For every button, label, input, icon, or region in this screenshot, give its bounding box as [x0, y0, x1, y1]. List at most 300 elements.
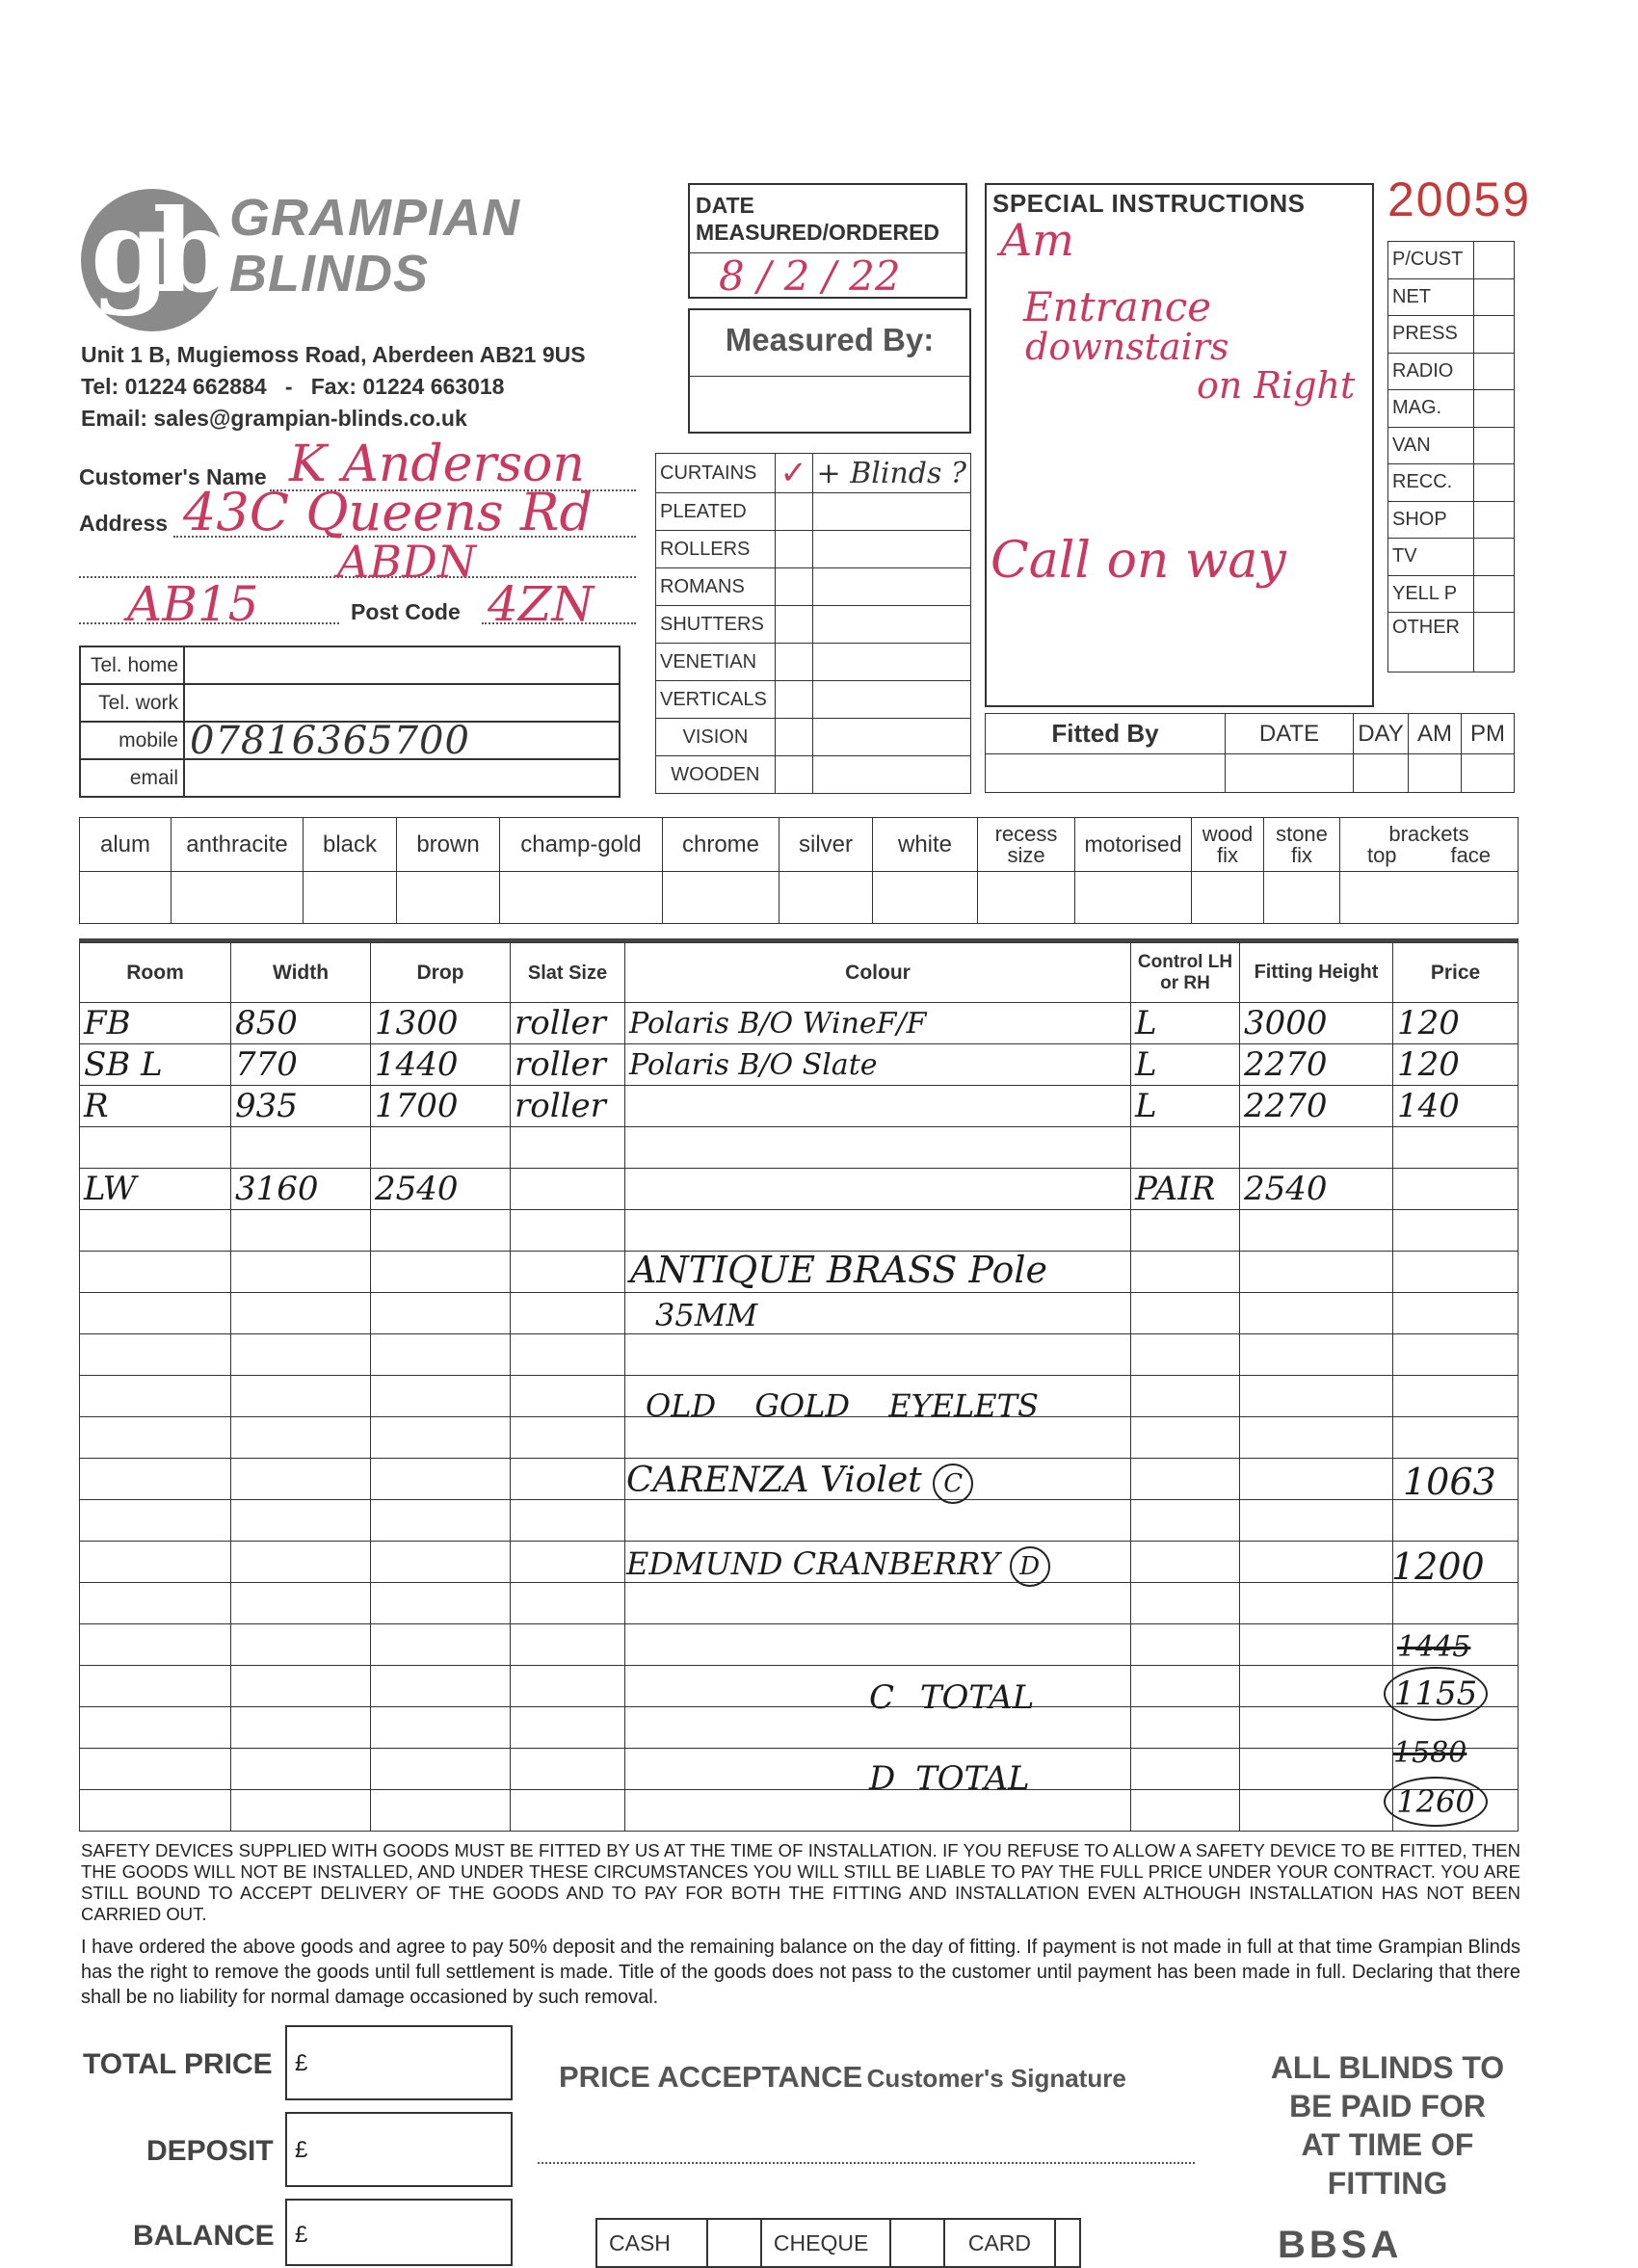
- finish-cell[interactable]: [663, 872, 779, 924]
- brackets-top-label: top: [1366, 842, 1397, 867]
- fitted-day-label: DAY: [1354, 714, 1409, 754]
- brackets-label: brackets: [1388, 821, 1469, 846]
- order-cell-drop[interactable]: [371, 1376, 511, 1417]
- note-edmund-text: EDMUND CRANBERRY: [626, 1545, 1000, 1582]
- order-cell-control[interactable]: [1131, 1749, 1240, 1790]
- order-cell-control[interactable]: [1131, 1459, 1240, 1500]
- order-cell-drop[interactable]: 1440: [371, 1044, 511, 1086]
- product-mark[interactable]: [775, 568, 812, 606]
- order-cell-control[interactable]: [1131, 1542, 1240, 1583]
- order-cell-drop[interactable]: [371, 1293, 511, 1334]
- instruction-line-3[interactable]: downstairs: [1025, 326, 1229, 368]
- source-label: MAG.: [1388, 390, 1474, 428]
- source-label: P/CUST: [1388, 242, 1474, 279]
- order-cell-width[interactable]: 935: [231, 1086, 371, 1127]
- order-row: [80, 1086, 1519, 1127]
- order-cell-control[interactable]: [1131, 1293, 1240, 1334]
- motorised-label: motorised: [1075, 818, 1192, 872]
- source-check[interactable]: [1474, 278, 1515, 316]
- source-check[interactable]: [1474, 316, 1515, 354]
- order-cell-control[interactable]: [1131, 1376, 1240, 1417]
- order-cell-width[interactable]: [231, 1500, 371, 1542]
- finish-cell[interactable]: [80, 872, 172, 924]
- company-phone-separator: -: [273, 374, 305, 399]
- note-eyelets: OLD GOLD EYELETS: [646, 1387, 1039, 1424]
- order-cell-room[interactable]: [80, 1459, 231, 1500]
- order-cell-slat[interactable]: [511, 1252, 625, 1293]
- product-row: [656, 756, 971, 794]
- order-cell-colour[interactable]: [625, 1583, 1131, 1624]
- contact-row: [80, 759, 620, 797]
- order-cell-slat[interactable]: [511, 1707, 625, 1749]
- order-row: [80, 1044, 1519, 1086]
- finish-cell[interactable]: [873, 872, 978, 924]
- order-cell-height[interactable]: [1240, 1707, 1393, 1749]
- order-cell-slat[interactable]: [511, 1334, 625, 1376]
- total-price-field[interactable]: [285, 2025, 513, 2100]
- product-note[interactable]: [812, 719, 970, 756]
- order-cell-control[interactable]: L: [1131, 1003, 1240, 1044]
- finish-label: brown: [397, 818, 500, 872]
- contact-label: email: [80, 759, 184, 797]
- order-row: [80, 1003, 1519, 1044]
- order-cell-colour[interactable]: Polaris B/O Slate: [625, 1044, 1131, 1086]
- notice-line-1: ALL BLINDS TO: [1270, 2050, 1505, 2085]
- order-cell-control[interactable]: [1131, 1252, 1240, 1293]
- order-cell-room[interactable]: LW: [80, 1169, 231, 1210]
- finish-cell[interactable]: [1340, 872, 1519, 924]
- product-row: [656, 493, 971, 531]
- address-line-2-value[interactable]: ABDN: [337, 536, 477, 588]
- order-cell-colour[interactable]: [625, 1210, 1131, 1252]
- order-cell-room[interactable]: [80, 1376, 231, 1417]
- address-line-1-value[interactable]: 43C Queens Rd: [183, 482, 594, 542]
- instruction-line-5[interactable]: Call on way: [991, 532, 1286, 590]
- product-mark[interactable]: [775, 756, 812, 794]
- fitted-pm-value[interactable]: [1462, 754, 1515, 793]
- source-label: PRESS: [1388, 316, 1474, 354]
- order-cell-width[interactable]: [231, 1334, 371, 1376]
- note-c-struck: 1445: [1397, 1630, 1471, 1664]
- product-label: VERTICALS: [656, 681, 776, 719]
- order-row: [80, 1583, 1519, 1624]
- order-cell-drop[interactable]: 2540: [371, 1169, 511, 1210]
- special-instructions-title: SPECIAL INSTRUCTIONS: [992, 189, 1306, 218]
- order-cell-height[interactable]: [1240, 1127, 1393, 1169]
- order-cell-room[interactable]: [80, 1707, 231, 1749]
- order-cell-width[interactable]: [231, 1417, 371, 1459]
- payment-cash-check[interactable]: [707, 2219, 761, 2267]
- finish-cell[interactable]: [397, 872, 500, 924]
- order-cell-colour[interactable]: [625, 1334, 1131, 1376]
- payment-notice: [1243, 2048, 1532, 2202]
- product-note[interactable]: [812, 493, 970, 531]
- instruction-line-4[interactable]: on Right: [1197, 364, 1356, 407]
- finish-cell[interactable]: [779, 872, 873, 924]
- source-row: [1388, 539, 1515, 576]
- contact-row: [80, 722, 620, 759]
- source-check[interactable]: [1474, 427, 1515, 464]
- customer-name[interactable]: K Anderson: [289, 435, 585, 493]
- order-cell-width[interactable]: [231, 1624, 371, 1666]
- finish-cell[interactable]: [500, 872, 663, 924]
- deposit-field[interactable]: [285, 2112, 513, 2187]
- product-mark[interactable]: [775, 493, 812, 531]
- order-cell-drop[interactable]: [371, 1707, 511, 1749]
- col-colour: Colour: [625, 943, 1131, 1003]
- special-instructions-box: [985, 183, 1374, 707]
- order-cell-room[interactable]: [80, 1417, 231, 1459]
- finish-cell[interactable]: [1075, 872, 1192, 924]
- order-cell-slat[interactable]: [511, 1169, 625, 1210]
- currency-symbol: £: [295, 2137, 308, 2163]
- order-cell-width[interactable]: 770: [231, 1044, 371, 1086]
- order-cell-slat[interactable]: [511, 1790, 625, 1832]
- order-cell-width[interactable]: [231, 1790, 371, 1832]
- source-check[interactable]: [1474, 353, 1515, 390]
- order-cell-room[interactable]: [80, 1500, 231, 1542]
- order-row: [80, 1790, 1519, 1832]
- finish-cell[interactable]: [172, 872, 304, 924]
- order-cell-slat[interactable]: [511, 1583, 625, 1624]
- order-cell-width[interactable]: [231, 1376, 371, 1417]
- order-cell-slat[interactable]: [511, 1624, 625, 1666]
- measured-by-divider: [690, 376, 969, 377]
- order-cell-control[interactable]: [1131, 1500, 1240, 1542]
- order-cell-slat[interactable]: [511, 1749, 625, 1790]
- postcode-suffix[interactable]: 4ZN: [488, 576, 594, 632]
- note-edmund-price: 1200: [1391, 1545, 1485, 1588]
- order-cell-drop[interactable]: [371, 1666, 511, 1707]
- order-cell-height[interactable]: [1240, 1334, 1393, 1376]
- order-cell-room[interactable]: [80, 1210, 231, 1252]
- order-cell-width[interactable]: [231, 1293, 371, 1334]
- order-cell-slat[interactable]: [511, 1376, 625, 1417]
- note-pole-1: ANTIQUE BRASS Pole: [630, 1249, 1048, 1291]
- order-cell-height[interactable]: [1240, 1790, 1393, 1832]
- order-cell-room[interactable]: [80, 1624, 231, 1666]
- order-cell-room[interactable]: [80, 1666, 231, 1707]
- finish-cell[interactable]: [1192, 872, 1264, 924]
- order-cell-slat[interactable]: [511, 1417, 625, 1459]
- instruction-line-1[interactable]: Am: [1000, 214, 1074, 266]
- order-cell-width[interactable]: [231, 1583, 371, 1624]
- col-price: Price: [1393, 943, 1519, 1003]
- brackets-cell: [1340, 818, 1519, 872]
- order-row: [80, 1169, 1519, 1210]
- source-row: [1388, 278, 1515, 316]
- order-cell-price[interactable]: [1393, 1127, 1519, 1169]
- order-cell-price[interactable]: [1393, 1293, 1519, 1334]
- order-row: [80, 1500, 1519, 1542]
- source-check[interactable]: [1474, 390, 1515, 428]
- date-box: [688, 183, 967, 299]
- source-row: [1388, 242, 1515, 279]
- order-cell-slat[interactable]: [511, 1459, 625, 1500]
- order-cell-drop[interactable]: [371, 1334, 511, 1376]
- order-cell-height[interactable]: [1240, 1500, 1393, 1542]
- order-cell-width[interactable]: [231, 1666, 371, 1707]
- fitted-day-value[interactable]: [1354, 754, 1409, 793]
- order-cell-width[interactable]: 850: [231, 1003, 371, 1044]
- order-cell-height[interactable]: [1240, 1749, 1393, 1790]
- order-cell-slat[interactable]: [511, 1542, 625, 1583]
- fitted-pm-label: PM: [1462, 714, 1515, 754]
- contact-label: mobile: [80, 722, 184, 759]
- order-row: [80, 1334, 1519, 1376]
- order-cell-drop[interactable]: [371, 1542, 511, 1583]
- order-cell-control[interactable]: [1131, 1417, 1240, 1459]
- legal-payment-text: I have ordered the above goods and agree to pay 50% deposit and the remaining balance on the day of fitting. If payment is not made in full at that time Grampian Blinds has the right to remove the goods until full settlement is made. Title of the goods does not pass to the customer until payment has been made in full. Declaring that there shall be no liability for normal damage occasioned by such removal.: [81, 1937, 1520, 2008]
- finish-label: chrome: [663, 818, 779, 872]
- order-cell-price[interactable]: [1393, 1169, 1519, 1210]
- fitted-by-value[interactable]: [986, 754, 1226, 793]
- deposit-label: DEPOSIT: [146, 2135, 274, 2167]
- order-row: [80, 1127, 1519, 1169]
- order-cell-price[interactable]: [1393, 1334, 1519, 1376]
- order-cell-price[interactable]: 120: [1393, 1044, 1519, 1086]
- order-cell-drop[interactable]: [371, 1210, 511, 1252]
- product-note[interactable]: [812, 644, 970, 681]
- order-cell-height[interactable]: [1240, 1376, 1393, 1417]
- order-cell-height[interactable]: 2540: [1240, 1169, 1393, 1210]
- postcode-prefix[interactable]: AB15: [127, 576, 259, 632]
- order-cell-height[interactable]: [1240, 1624, 1393, 1666]
- product-row: [656, 568, 971, 606]
- order-cell-slat[interactable]: roller: [511, 1086, 625, 1127]
- note-c-total-value: 1155: [1384, 1667, 1488, 1721]
- source-check[interactable]: [1474, 501, 1515, 539]
- source-row: [1388, 316, 1515, 354]
- date-label-1: DATE: [696, 193, 754, 218]
- order-cell-height[interactable]: [1240, 1417, 1393, 1459]
- brackets-sub: [1340, 842, 1518, 867]
- order-cell-control[interactable]: [1131, 1127, 1240, 1169]
- order-cell-colour[interactable]: [625, 1624, 1131, 1666]
- balance-field[interactable]: [285, 2199, 513, 2266]
- order-cell-width[interactable]: [231, 1542, 371, 1583]
- order-cell-height[interactable]: 2270: [1240, 1086, 1393, 1127]
- order-cell-control[interactable]: PAIR: [1131, 1169, 1240, 1210]
- order-cell-control[interactable]: [1131, 1210, 1240, 1252]
- order-cell-room[interactable]: R: [80, 1086, 231, 1127]
- order-cell-control[interactable]: L: [1131, 1086, 1240, 1127]
- finish-cell[interactable]: [978, 872, 1075, 924]
- order-cell-colour[interactable]: [625, 1086, 1131, 1127]
- legal-safety-text: SAFETY DEVICES SUPPLIED WITH GOODS MUST BE FITTED BY US AT THE TIME OF INSTALLATION. IF YOU REFUSE TO ALLOW A SAFETY DEVICE TO BE FITTED, THEN THE GOODS WILL NOT BE INSTALLED, AND UNDER THESE CIRCUMSTANCES YOU WILL STILL BE LIABLE TO PAY THE FULL PRICE UNDER YOUR CONTRACT. YOU ARE STILL BOUND TO ACCEPT DELIVERY OF THE GOODS AND TO PAY FOR BOTH THE FITTING AND INSTALLATION EVEN ALTHOUGH INSTALLATION HAS NOT BEEN CARRIED OUT.: [81, 1840, 1520, 1924]
- order-cell-price[interactable]: [1393, 1417, 1519, 1459]
- order-cell-price[interactable]: 120: [1393, 1003, 1519, 1044]
- currency-symbol: £: [295, 2222, 308, 2248]
- order-cell-height[interactable]: [1240, 1666, 1393, 1707]
- note-d-total-value: 1260: [1384, 1777, 1488, 1827]
- order-cell-height[interactable]: 2270: [1240, 1044, 1393, 1086]
- order-cell-width[interactable]: [231, 1210, 371, 1252]
- product-mark[interactable]: [775, 681, 812, 719]
- order-cell-height[interactable]: [1240, 1293, 1393, 1334]
- order-cell-room[interactable]: [80, 1293, 231, 1334]
- order-cell-slat[interactable]: [511, 1210, 625, 1252]
- source-label: YELL P: [1388, 575, 1474, 613]
- order-cell-room[interactable]: SB L: [80, 1044, 231, 1086]
- order-cell-drop[interactable]: 1300: [371, 1003, 511, 1044]
- order-cell-drop[interactable]: 1700: [371, 1086, 511, 1127]
- product-mark[interactable]: [775, 719, 812, 756]
- order-cell-width[interactable]: 3160: [231, 1169, 371, 1210]
- order-cell-slat[interactable]: [511, 1666, 625, 1707]
- product-note[interactable]: [812, 568, 970, 606]
- order-cell-height[interactable]: [1240, 1459, 1393, 1500]
- finish-cell[interactable]: [1264, 872, 1340, 924]
- product-note[interactable]: [812, 681, 970, 719]
- order-cell-room[interactable]: [80, 1542, 231, 1583]
- product-note[interactable]: [812, 756, 970, 794]
- product-note[interactable]: + Blinds ?: [812, 454, 970, 493]
- product-label: CURTAINS: [656, 454, 776, 493]
- order-row: [80, 1749, 1519, 1790]
- source-label: VAN: [1388, 427, 1474, 464]
- order-cell-width[interactable]: [231, 1459, 371, 1500]
- finish-label: alum: [80, 818, 172, 872]
- order-cell-control[interactable]: [1131, 1790, 1240, 1832]
- source-label: SHOP: [1388, 501, 1474, 539]
- order-cell-drop[interactable]: [371, 1624, 511, 1666]
- order-cell-control[interactable]: [1131, 1624, 1240, 1666]
- product-row: [656, 681, 971, 719]
- contact-row: [80, 646, 620, 684]
- order-cell-width[interactable]: [231, 1252, 371, 1293]
- product-mark[interactable]: [775, 644, 812, 681]
- order-cell-price[interactable]: 140: [1393, 1086, 1519, 1127]
- notice-line-4: FITTING: [1327, 2166, 1448, 2201]
- order-cell-drop[interactable]: [371, 1749, 511, 1790]
- order-cell-slat[interactable]: [511, 1293, 625, 1334]
- recess-size-label: recess size: [978, 818, 1075, 872]
- product-row: [656, 531, 971, 568]
- note-d-struck: 1580: [1393, 1736, 1467, 1770]
- order-cell-colour[interactable]: [625, 1169, 1131, 1210]
- order-cell-price[interactable]: [1393, 1376, 1519, 1417]
- order-cell-room[interactable]: [80, 1583, 231, 1624]
- source-check[interactable]: [1474, 242, 1515, 279]
- source-check[interactable]: [1474, 464, 1515, 502]
- order-cell-height[interactable]: [1240, 1542, 1393, 1583]
- finish-label: silver: [779, 818, 873, 872]
- finish-label: anthracite: [172, 818, 304, 872]
- order-cell-drop[interactable]: [371, 1417, 511, 1459]
- order-cell-width[interactable]: [231, 1127, 371, 1169]
- product-mark[interactable]: ✓: [775, 454, 812, 493]
- order-cell-price[interactable]: [1393, 1252, 1519, 1293]
- source-check[interactable]: [1474, 575, 1515, 613]
- payment-cheque-check[interactable]: [890, 2219, 944, 2267]
- order-cell-drop[interactable]: [371, 1127, 511, 1169]
- instruction-line-2[interactable]: Entrance: [1023, 283, 1212, 330]
- order-cell-drop[interactable]: [371, 1583, 511, 1624]
- order-cell-width[interactable]: [231, 1749, 371, 1790]
- product-note[interactable]: [812, 606, 970, 644]
- order-cell-control[interactable]: [1131, 1334, 1240, 1376]
- company-phone: [81, 371, 504, 403]
- contact-value[interactable]: [184, 684, 620, 722]
- order-cell-room[interactable]: [80, 1127, 231, 1169]
- order-cell-room[interactable]: [80, 1790, 231, 1832]
- order-cell-colour[interactable]: Polaris B/O WineF/F: [625, 1003, 1131, 1044]
- order-cell-price[interactable]: [1393, 1583, 1519, 1624]
- order-cell-colour[interactable]: [625, 1127, 1131, 1169]
- contact-value[interactable]: [184, 759, 620, 797]
- order-cell-slat[interactable]: roller: [511, 1003, 625, 1044]
- product-mark[interactable]: [775, 606, 812, 644]
- note-edmund: [626, 1545, 1050, 1587]
- order-cell-slat[interactable]: roller: [511, 1044, 625, 1086]
- order-cell-control[interactable]: L: [1131, 1044, 1240, 1086]
- source-row: [1388, 464, 1515, 502]
- date-label-2: MEASURED/ORDERED: [696, 220, 940, 245]
- order-cell-room[interactable]: [80, 1252, 231, 1293]
- order-row: [80, 1210, 1519, 1252]
- order-cell-height[interactable]: [1240, 1252, 1393, 1293]
- product-row: [656, 719, 971, 756]
- col-slat: Slat Size: [511, 943, 625, 1003]
- product-note[interactable]: [812, 531, 970, 568]
- fitted-am-value[interactable]: [1409, 754, 1462, 793]
- order-cell-room[interactable]: [80, 1749, 231, 1790]
- order-cell-height[interactable]: 3000: [1240, 1003, 1393, 1044]
- order-cell-height[interactable]: [1240, 1583, 1393, 1624]
- fitted-by-label: Fitted By: [986, 714, 1226, 754]
- date-value[interactable]: 8 / 2 / 22: [719, 252, 901, 300]
- order-cell-price[interactable]: [1393, 1500, 1519, 1542]
- fitted-date-value[interactable]: [1226, 754, 1354, 793]
- order-cell-room[interactable]: FB: [80, 1003, 231, 1044]
- product-mark[interactable]: [775, 531, 812, 568]
- order-cell-price[interactable]: [1393, 1210, 1519, 1252]
- brackets-face-label: face: [1450, 842, 1492, 867]
- finish-cell[interactable]: [304, 872, 397, 924]
- order-row: [80, 1707, 1519, 1749]
- notice-line-3: AT TIME OF: [1301, 2127, 1474, 2162]
- source-table: [1387, 241, 1515, 672]
- payment-row: [596, 2219, 1080, 2267]
- order-cell-colour[interactable]: [625, 1500, 1131, 1542]
- order-cell-control[interactable]: [1131, 1707, 1240, 1749]
- contact-value[interactable]: 07816365700: [184, 722, 620, 759]
- order-cell-drop[interactable]: [371, 1500, 511, 1542]
- order-cell-drop[interactable]: [371, 1252, 511, 1293]
- signature-line[interactable]: [538, 2162, 1195, 2164]
- order-cell-slat[interactable]: [511, 1127, 625, 1169]
- order-cell-slat[interactable]: [511, 1500, 625, 1542]
- order-cell-control[interactable]: [1131, 1666, 1240, 1707]
- finish-label: black: [304, 818, 397, 872]
- source-check[interactable]: [1474, 539, 1515, 576]
- source-row: [1388, 501, 1515, 539]
- measured-by-box: [688, 308, 971, 434]
- source-check[interactable]: [1474, 613, 1515, 672]
- order-cell-height[interactable]: [1240, 1210, 1393, 1252]
- order-cell-drop[interactable]: [371, 1790, 511, 1832]
- company-fax: Fax: 01224 663018: [310, 374, 505, 399]
- payment-card-check[interactable]: [1055, 2219, 1080, 2267]
- measured-by-label: Measured By:: [725, 322, 935, 357]
- order-cell-drop[interactable]: [371, 1459, 511, 1500]
- order-cell-width[interactable]: [231, 1707, 371, 1749]
- order-cell-room[interactable]: [80, 1334, 231, 1376]
- order-cell-control[interactable]: [1131, 1583, 1240, 1624]
- contact-value[interactable]: [184, 646, 620, 684]
- fitted-am-label: AM: [1409, 714, 1462, 754]
